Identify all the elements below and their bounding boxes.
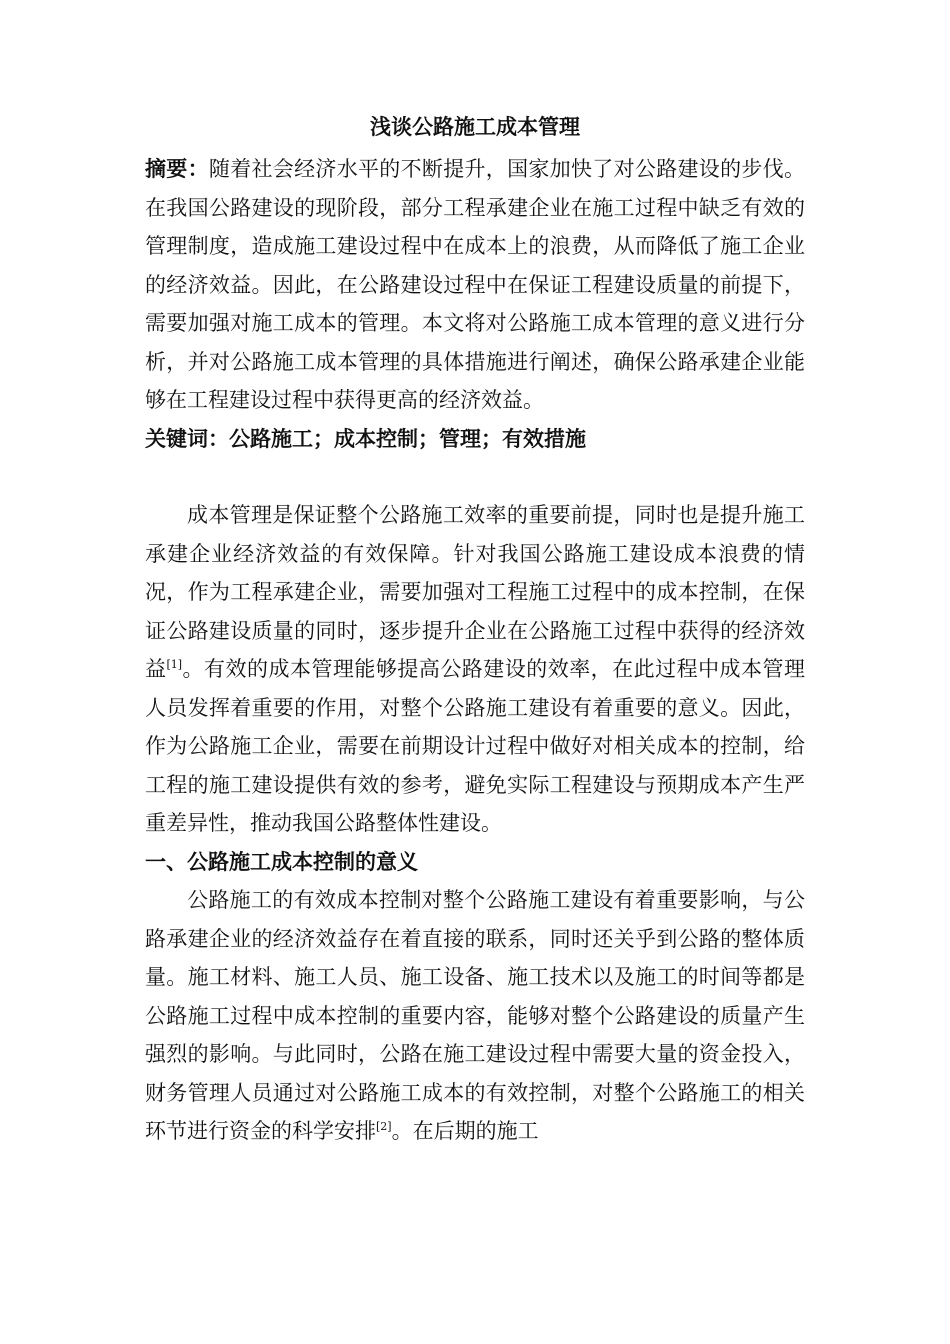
section-heading-1: 一、公路施工成本控制的意义 bbox=[145, 849, 418, 874]
intro-text-part2: 。有效的成本管理能够提高公路建设的效率，在此过程中成本管理人员发挥着重要的作用，对整个公路施工建设有着重要的意义。因此，作为公路施工企业，需要在前期设计过程中做好对相关成本的控制，给工程的施工建设提供有效的参考，避免实际工程建设与预期成本产生严重差异性，推动我国公路整体性建设。 bbox=[145, 657, 806, 835]
keywords-line: 关键词：公路施工；成本控制；管理；有效措施 bbox=[145, 426, 586, 451]
citation-ref-1: [1] bbox=[166, 658, 183, 671]
abstract-text: 随着社会经济水平的不断提升，国家加快了对公路建设的步伐。在我国公路建设的现阶段，部分工程承建企业在施工过程中缺乏有效的管理制度，造成施工建设过程中在成本上的浪费，从而降低了施工企业的经济效益。因此，在公路建设过程中在保证工程建设质量的前提下，需要加强对施工成本的管理。本文将对公路施工成本管理的意义进行分析，并对公路施工成本管理的具体措施进行阐述，确保公路承建企业能够在工程建设过程中获得更高的经济效益。 bbox=[145, 157, 806, 412]
section1-paragraph bbox=[145, 881, 805, 1151]
abstract-paragraph bbox=[145, 150, 805, 420]
abstract-label: 摘要： bbox=[145, 157, 209, 181]
section1-text-part1: 公路施工的有效成本控制对整个公路施工建设有着重要影响，与公路承建企业的经济效益存在着直接的联系，同时还关乎到公路的整体质量。施工材料、施工人员、施工设备、施工技术以及施工的时间等都是公路施工过程中成本控制的重要内容，能够对整个公路建设的质量产生强烈的影响。与此同时，公路在施工建设过程中需要大量的资金投入，财务管理人员通过对公路施工成本的有效控制，对整个公路施工的相关环节进行资金的科学安排 bbox=[145, 888, 805, 1143]
section1-text-part2: 。在后期的施工 bbox=[391, 1119, 539, 1143]
document-body bbox=[145, 108, 805, 1151]
intro-paragraph bbox=[145, 496, 805, 843]
citation-ref-2: [2] bbox=[376, 1120, 392, 1133]
intro-text-part1: 成本管理是保证整个公路施工效率的重要前提，同时也是提升施工承建企业经济效益的有效保障。针对我国公路施工建设成本浪费的情况，作为工程承建企业，需要加强对工程施工过程中的成本控制，在保证公路建设质量的同时，逐步提升企业在公路施工过程中获得的经济效益 bbox=[145, 503, 805, 681]
document-title: 浅谈公路施工成本管理 bbox=[370, 115, 580, 139]
blank-line bbox=[145, 458, 805, 496]
